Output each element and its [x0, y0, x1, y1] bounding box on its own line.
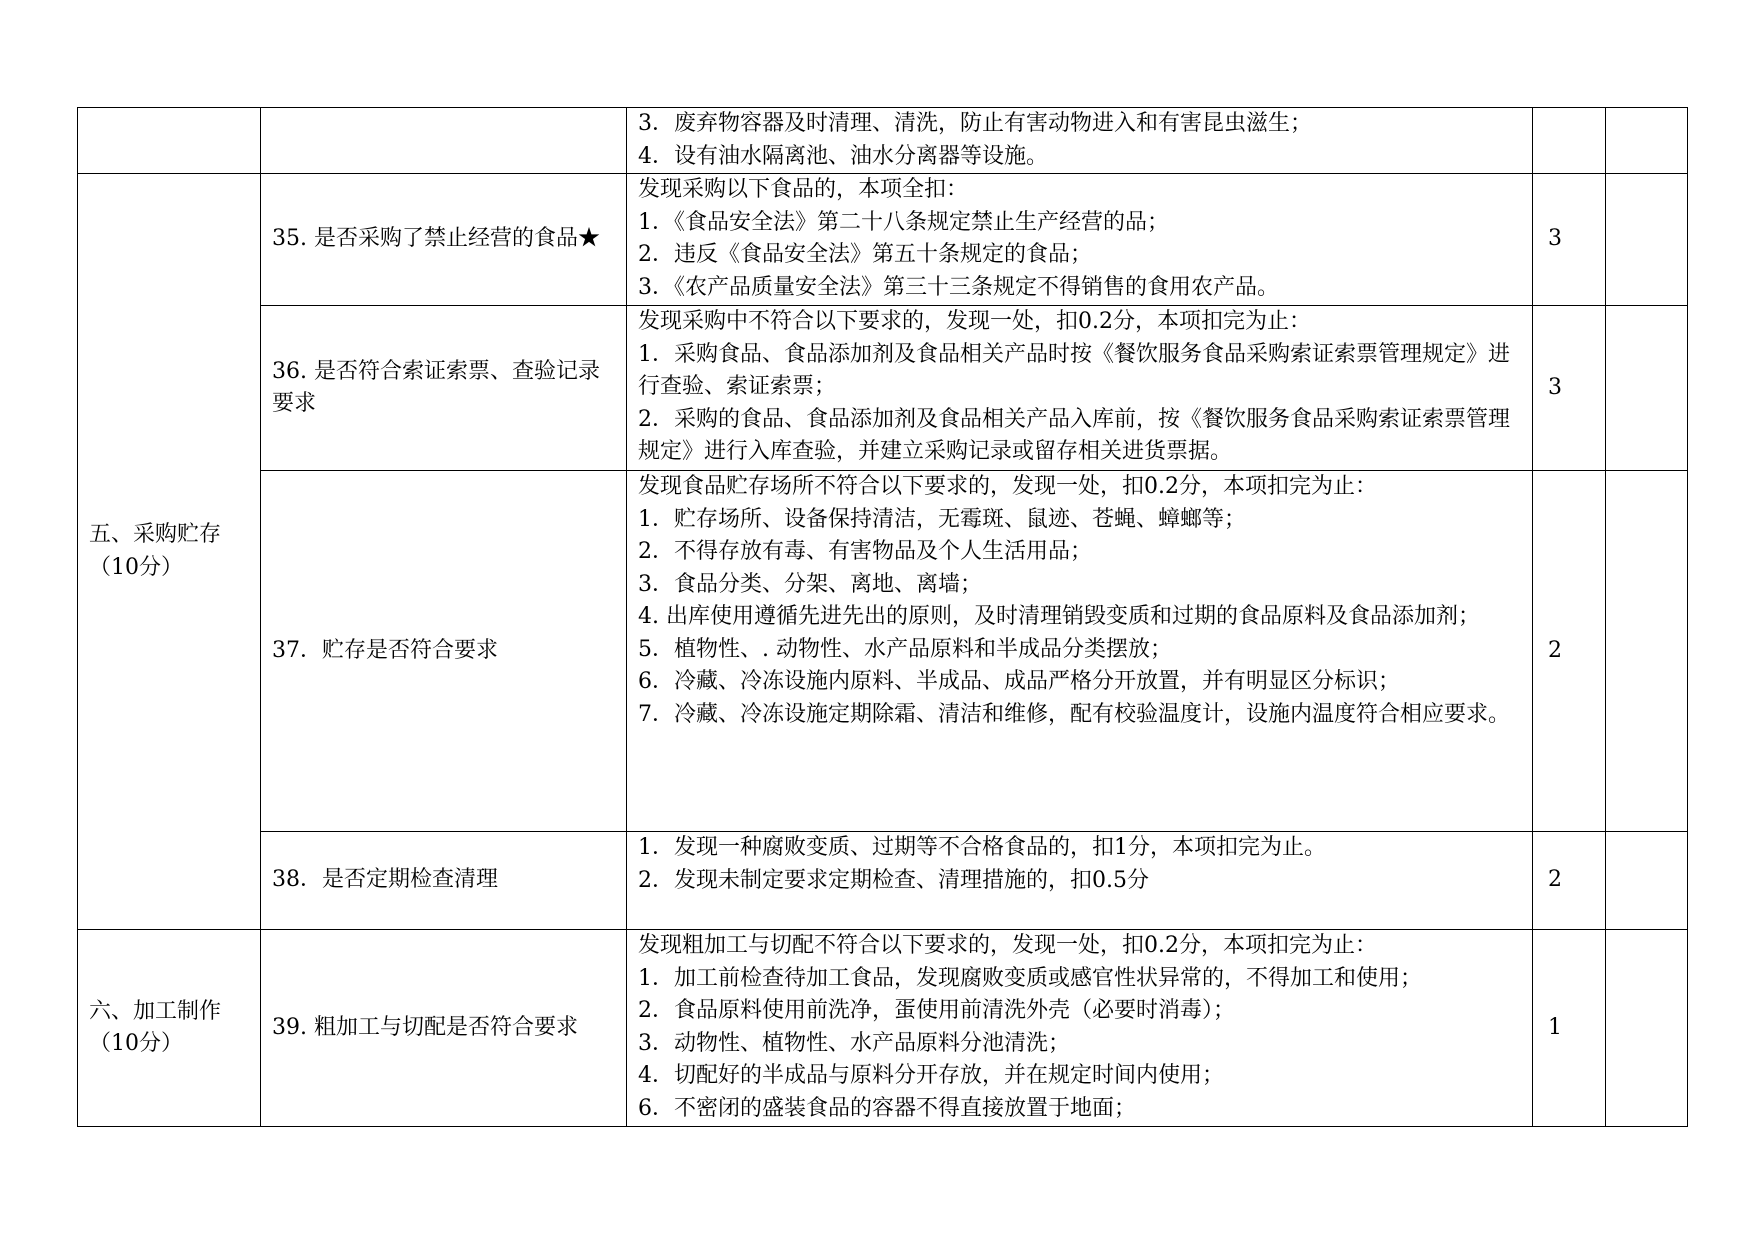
result-cell — [1606, 471, 1688, 832]
result-cell — [1606, 174, 1688, 306]
item-label: 37．贮存是否符合要求 — [272, 637, 498, 663]
criteria-line: 1．加工前检查待加工食品，发现腐败变质或感官性状异常的，不得加工和使用； — [638, 965, 1422, 991]
score-cell — [1533, 174, 1606, 306]
criteria-line: 2．发现未制定要求定期检查、清理措施的，扣0.5分 — [638, 867, 1149, 893]
result-cell — [1606, 108, 1688, 174]
item-cell — [261, 832, 627, 930]
item-label: 35. 是否采购了禁止经营的食品★ — [272, 226, 600, 252]
criteria-line: 2．不得存放有毒、有害物品及个人生活用品； — [638, 539, 1092, 564]
criteria-line: 1．发现一种腐败变质、过期等不合格食品的，扣1分，本项扣完为止。 — [638, 835, 1326, 860]
criteria-cell — [627, 832, 1533, 930]
score-value: 2 — [1548, 637, 1562, 663]
criteria-line: 2．采购的食品、食品添加剂及食品相关产品入库前，按《餐饮服务食品采购索证索票管理规定》进行入库查验，并建立采购记录或留存相关进货票据。 — [638, 406, 1511, 464]
criteria-cell — [627, 306, 1533, 471]
score-value: 3 — [1548, 226, 1562, 252]
score-cell — [1533, 930, 1606, 1127]
score-cell — [1533, 306, 1606, 471]
criteria-line: 4．设有油水隔离池、油水分离器等设施。 — [638, 143, 1048, 169]
table-row — [78, 108, 1688, 174]
item-label: 36. 是否符合索证索票、查验记录要求 — [272, 358, 600, 416]
item-cell — [261, 471, 627, 832]
criteria-line: 发现采购以下食品的，本项全扣： — [638, 177, 969, 202]
criteria-line: 2．违反《食品安全法》第五十条规定的食品； — [638, 242, 1092, 267]
table-row — [78, 471, 1688, 832]
criteria-line: 3．《农产品质量安全法》第三十三条规定不得销售的食用农产品。 — [638, 274, 1279, 300]
category-label: 六、加工制作（10分） — [89, 998, 222, 1056]
result-cell — [1606, 306, 1688, 471]
criteria-line: 3．废弃物容器及时清理、清洗，防止有害动物进入和有害昆虫滋生； — [638, 111, 1312, 136]
criteria-line: 5．植物性、. 动物性、水产品原料和半成品分类摆放； — [638, 636, 1172, 662]
criteria-line: 6．不密闭的盛装食品的容器不得直接放置于地面； — [638, 1095, 1136, 1121]
criteria-line: 发现粗加工与切配不符合以下要求的，发现一处，扣0.2分，本项扣完为止： — [638, 933, 1377, 958]
category-label: 五、采购贮存（10分） — [89, 522, 222, 580]
criteria-cell — [627, 108, 1533, 174]
criteria-line: 1．采购食品、食品添加剂及食品相关产品时按《餐饮服务食品采购索证索票管理规定》进行查验、索证索票； — [638, 341, 1511, 399]
category-cell — [78, 108, 261, 174]
criteria-line: 7．冷藏、冷冻设施定期除霜、清洁和维修，配有校验温度计，设施内温度符合相应要求。 — [638, 701, 1511, 727]
item-cell — [261, 306, 627, 471]
score-cell — [1533, 471, 1606, 832]
criteria-cell — [627, 930, 1533, 1127]
item-label: 39. 粗加工与切配是否符合要求 — [272, 1014, 578, 1040]
item-label: 38．是否定期检查清理 — [272, 867, 498, 893]
score-cell — [1533, 108, 1606, 174]
criteria-line: 发现采购中不符合以下要求的，发现一处，扣0.2分，本项扣完为止： — [638, 309, 1311, 334]
criteria-line: 3．食品分类、分架、离地、离墙； — [638, 571, 982, 597]
criteria-cell — [627, 174, 1533, 306]
item-cell — [261, 930, 627, 1127]
table-row — [78, 930, 1688, 1127]
criteria-line: 3．动物性、植物性、水产品原料分池清洗； — [638, 1030, 1070, 1056]
criteria-line: 4. 出库使用遵循先进先出的原则，及时清理销毁变质和过期的食品原料及食品添加剂； — [638, 604, 1480, 629]
item-cell — [261, 174, 627, 306]
result-cell — [1606, 930, 1688, 1127]
table-row — [78, 306, 1688, 471]
criteria-line: 1．《食品安全法》第二十八条规定禁止生产经营的品； — [638, 209, 1169, 235]
item-cell — [261, 108, 627, 174]
score-value: 2 — [1548, 867, 1562, 893]
inspection-table — [77, 107, 1688, 1127]
category-cell — [78, 930, 261, 1127]
score-cell — [1533, 832, 1606, 930]
score-value: 1 — [1548, 1014, 1562, 1040]
score-value: 3 — [1548, 374, 1562, 400]
criteria-line: 发现食品贮存场所不符合以下要求的，发现一处，扣0.2分，本项扣完为止： — [638, 474, 1377, 499]
criteria-line: 4．切配好的半成品与原料分开存放，并在规定时间内使用； — [638, 1063, 1224, 1088]
criteria-line: 1．贮存场所、设备保持清洁，无霉斑、鼠迹、苍蝇、蟑螂等； — [638, 506, 1246, 532]
criteria-line: 2．食品原料使用前洗净，蛋使用前清洗外壳（必要时消毒）； — [638, 998, 1235, 1023]
criteria-line: 6．冷藏、冷冻设施内原料、半成品、成品严格分开放置，并有明显区分标识； — [638, 669, 1400, 694]
table-row — [78, 174, 1688, 306]
table-row — [78, 832, 1688, 930]
category-cell — [78, 174, 261, 930]
result-cell — [1606, 832, 1688, 930]
criteria-cell — [627, 471, 1533, 832]
